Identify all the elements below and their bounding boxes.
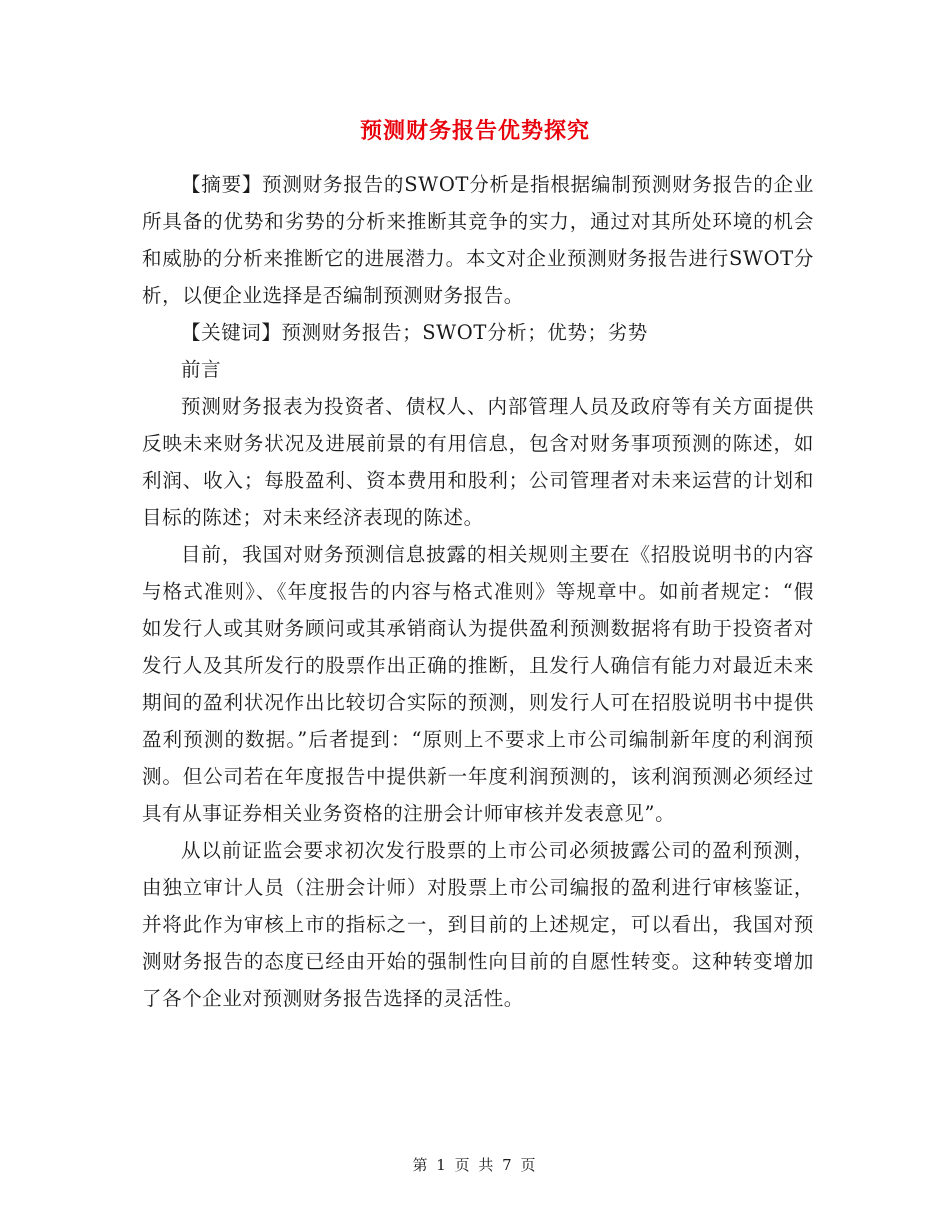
document-title: 预测财务报告优势探究 (359, 118, 590, 144)
keywords-paragraph: 【关键词】预测财务报告；SWOT分析；优势；劣势 (181, 321, 648, 344)
preface-heading: 前言 (181, 358, 222, 381)
body-paragraph: 目前，我国对财务预测信息披露的相关规则主要在《招股说明书的内容与格式准则》、《年度报告的内容与格式准则》等规章中。如前者规定：“假如发行人或其财务顾问或其承销商认为提供盈利预测数据将有助于投资者对发行人及其所发行的股票作出正确的推断，且发行人确信有能力对最近未来期间的盈利状况作出比较切合实际的预测，则发行人可在招股说明书中提供盈利预测的数据。”后者提到：“原则上不要求上市公司编制新年度的利润预测。但公司若在年度报告中提供新一年度利润预测的，该利润预测必须经过具有从事证券相关业务资格的注册会计师审核并发表意见”。 (142, 543, 814, 825)
page-number-footer: 第 1 页 共 7 页 (412, 1156, 538, 1174)
body-paragraph: 预测财务报表为投资者、债权人、内部管理人员及政府等有关方面提供反映未来财务状况及进展前景的有用信息，包含对财务事项预测的陈述，如利润、收入；每股盈利、资本费用和股利；公司管理者对未来运营的计划和目标的陈述；对未来经济表现的陈述。 (142, 395, 814, 529)
document-body (142, 166, 814, 1017)
body-paragraph: 从以前证监会要求初次发行股票的上市公司必须披露公司的盈利预测，由独立审计人员（注册会计师）对股票上市公司编报的盈利进行审核鉴证，并将此作为审核上市的指标之一，到目前的上述规定，可以看出，我国对预测财务报告的态度已经由开始的强制性向目前的自愿性转变。这种转变增加了各个企业对预测财务报告选择的灵活性。 (142, 839, 814, 1010)
abstract-paragraph: 【摘要】预测财务报告的SWOT分析是指根据编制预测财务报告的企业所具备的优势和劣势的分析来推断其竞争的实力，通过对其所处环境的机会和威胁的分析来推断它的进展潜力。本文对企业预测财务报告进行SWOT分析，以便企业选择是否编制预测财务报告。 (142, 173, 814, 307)
